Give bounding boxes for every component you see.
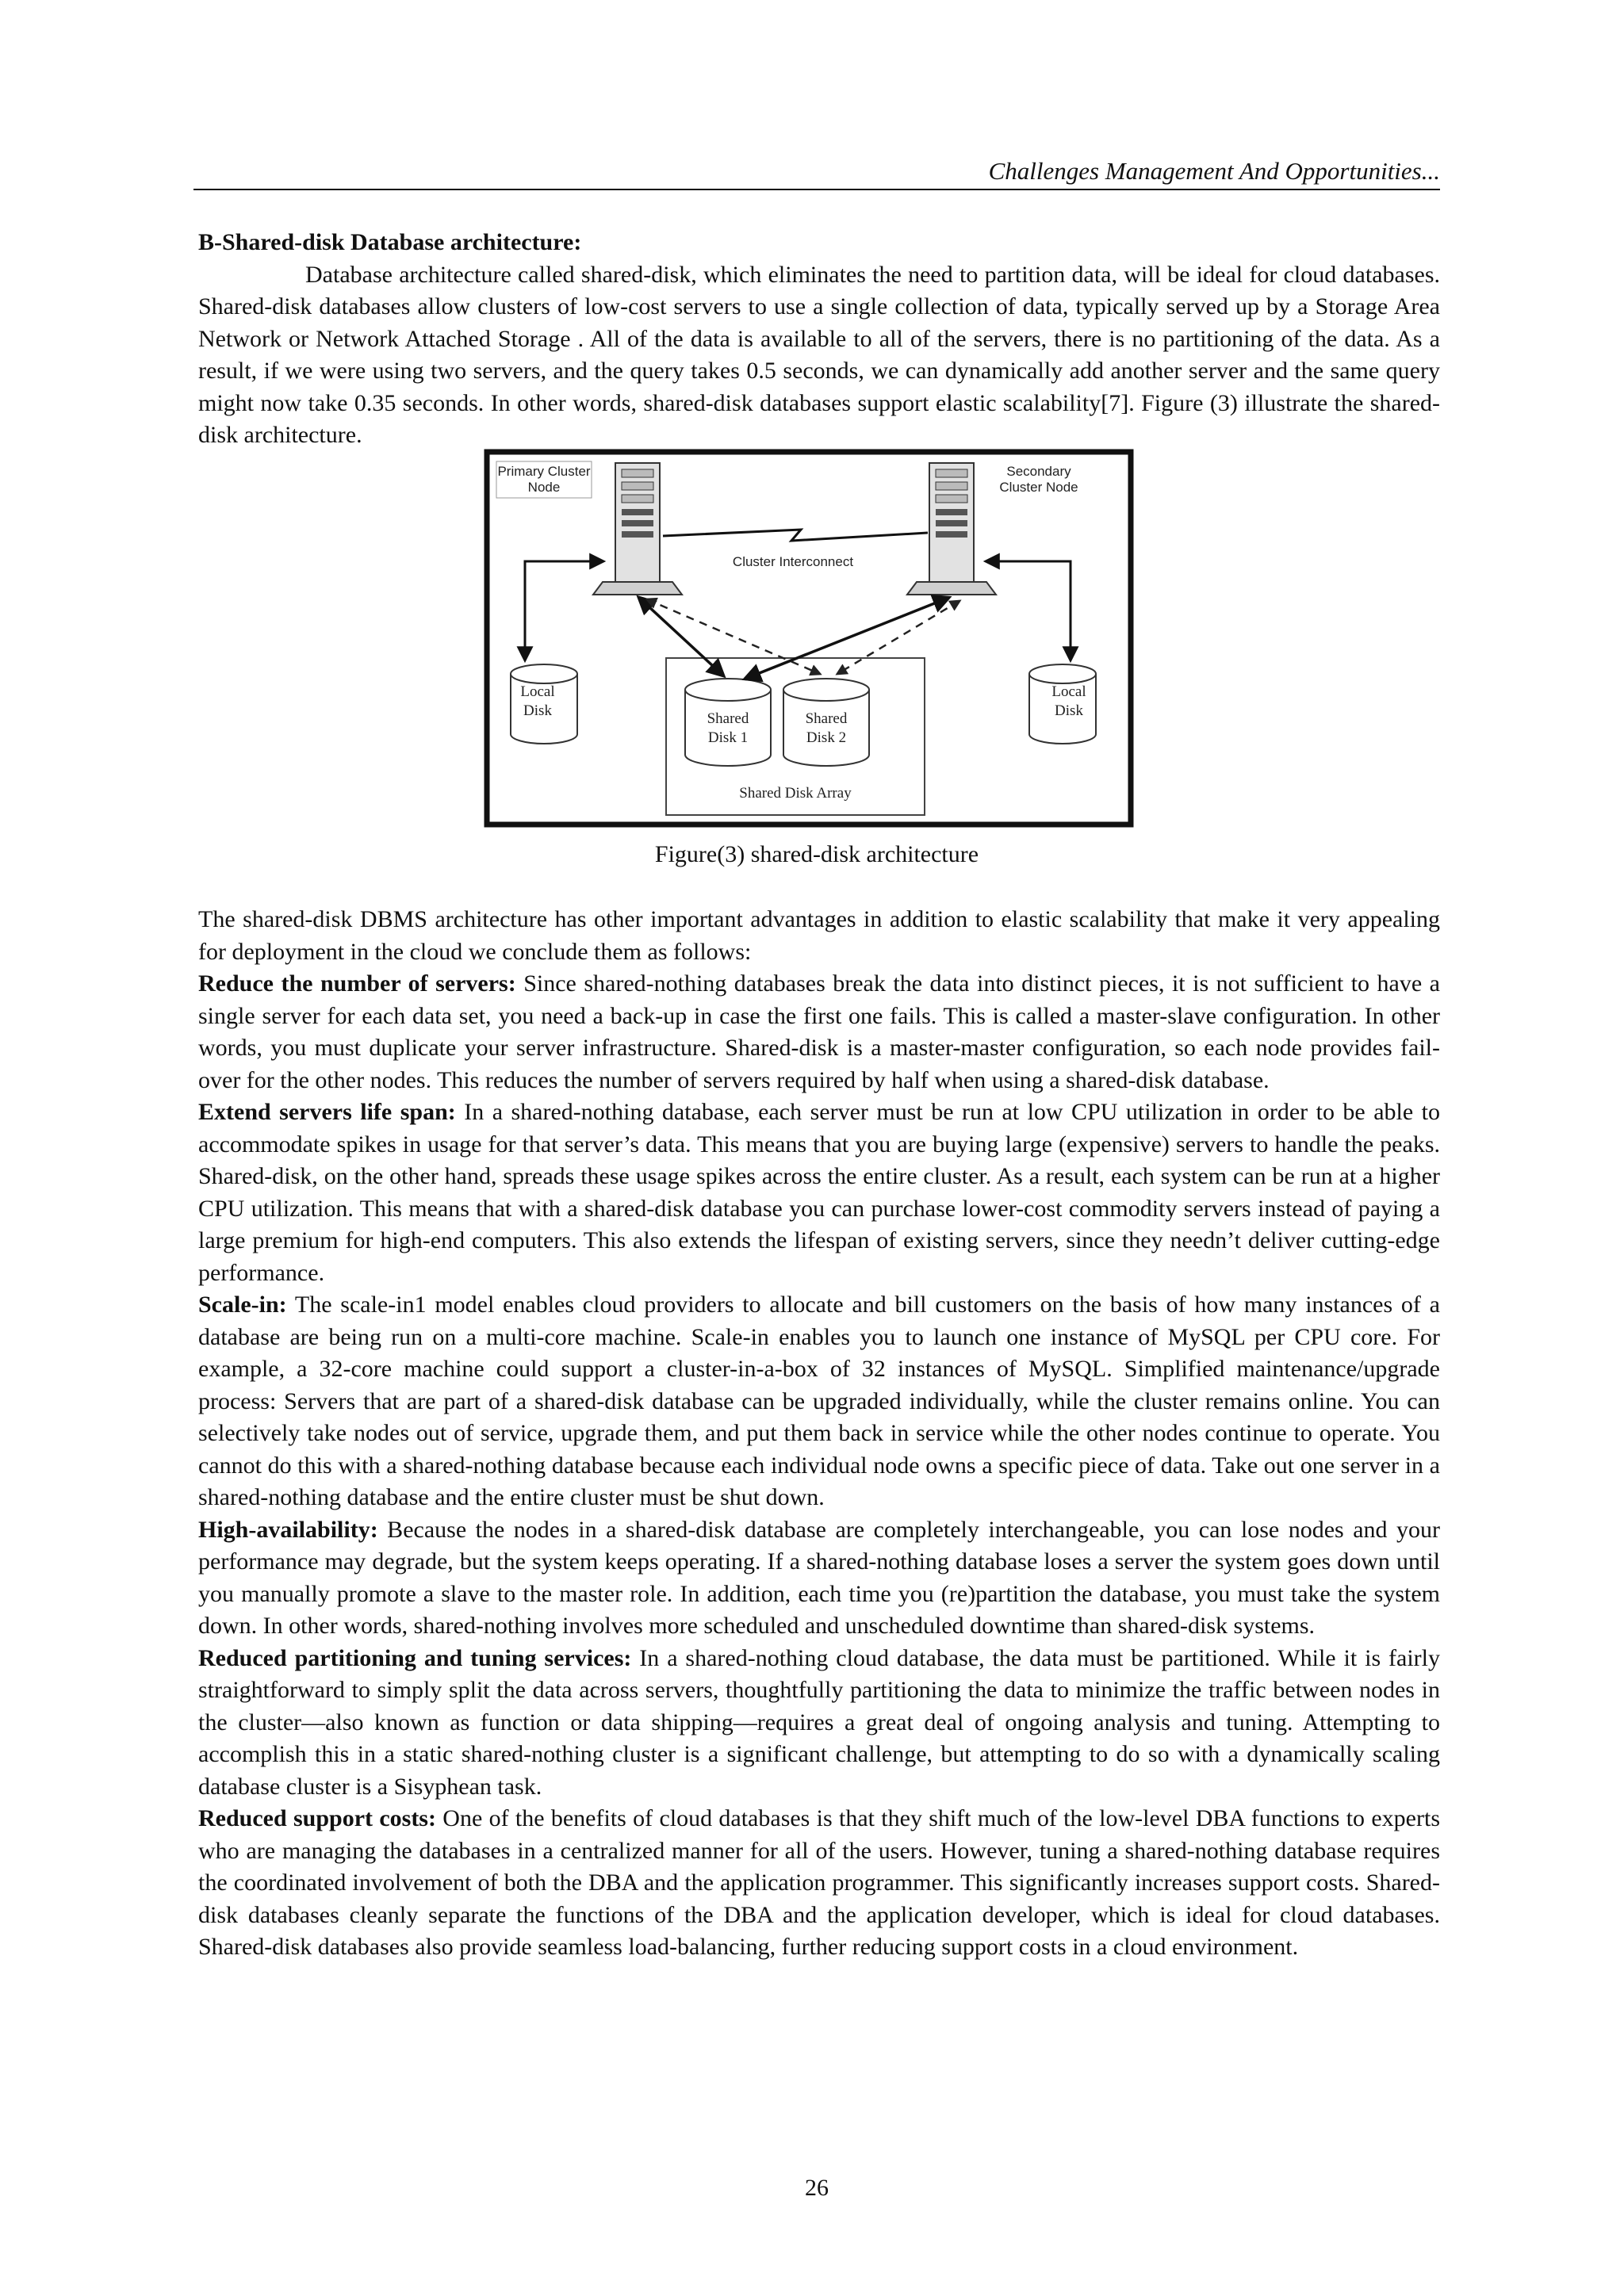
advantage-item [198, 1514, 1440, 1643]
local-disk-left-label-2: Disk [523, 702, 552, 719]
header-rule [193, 189, 1440, 190]
advantage-term: Reduced partitioning and tuning services: [198, 1644, 632, 1671]
advantages-lead: The shared-disk DBMS architecture has other important advantages in addition to elastic scalability that make it very appealing for deployment in the cloud we conclude them as follows: [198, 906, 1440, 965]
shared-disk-2-label-2: Disk 2 [806, 729, 847, 746]
advantage-item [198, 968, 1440, 1096]
advantage-item [198, 1289, 1440, 1514]
interconnect-label: Cluster Interconnect [732, 554, 854, 569]
local-disk-right-label-1: Local [1051, 683, 1086, 700]
advantage-term: Scale-in: [198, 1292, 287, 1318]
advantage-term: High-availability: [198, 1516, 378, 1543]
advantage-term: Extend servers life span: [198, 1099, 456, 1125]
intro-paragraph: Database architecture called shared-disk, which eliminates the need to partition data, will be ideal for cloud databases. Shared-disk databases allow clusters of low-cost servers to use a single collection of data, typically served up by a Storage Area Network or Network Attached Storage . All of the data is available to all of the servers, there is no partitioning of the data. As a result, if we were using two servers, and the query takes 0.5 seconds, we can dynamically add another server and the same query might now take 0.35 seconds. In other words, shared-disk databases support elastic scalability[7]. Figure (3) illustrate the shared-disk architecture. [198, 261, 1440, 448]
advantage-text: In a shared-nothing cloud database, the data must be partitioned. While it is fairly straightforward to simply split the data across servers, thoughtfully partitioning the data to minimize the traffic between nodes in the cluster—also known as function or data shipping—requires a great deal of ongoing analysis and tuning. Attempting to accomplish this in a static shared-nothing cluster is a significant challenge, but attempting to do so with a dynamically scaling database cluster is a Sisyphean task. [198, 1644, 1440, 1800]
primary-node-label-1: Primary Cluster [497, 464, 591, 479]
section-heading: B-Shared-disk Database architecture: [198, 229, 582, 255]
secondary-node-label-2: Cluster Node [999, 480, 1078, 495]
local-disk-left-label-1: Local [520, 683, 555, 700]
shared-disk-figure [484, 449, 1134, 828]
local-disk-right-label-2: Disk [1055, 702, 1083, 719]
advantages-section [198, 904, 1440, 1964]
shared-disk-1-label-1: Shared [707, 710, 749, 727]
advantage-text: Because the nodes in a shared-disk database are completely interchangeable, you can lose nodes and your performance may degrade, but the system keeps operating. If a shared-nothing database loses a server the system goes down until you manually promote a slave to the master role. In addition, each time you (re)partition the database, you must take the system down. In other words, shared-nothing involves more scheduled and unscheduled downtime than shared-disk systems. [198, 1516, 1440, 1639]
section-intro [198, 227, 1440, 452]
advantage-item [198, 1096, 1440, 1289]
primary-node-label-2: Node [527, 480, 561, 495]
running-header: Challenges Management And Opportunities... [988, 157, 1440, 185]
advantage-term: Reduced support costs: [198, 1805, 436, 1831]
shared-disk-array-label: Shared Disk Array [739, 785, 852, 802]
shared-disk-2-label-1: Shared [805, 710, 848, 727]
architecture-diagram [484, 449, 1134, 828]
advantage-item [198, 1803, 1440, 1964]
advantage-text: Since shared-nothing databases break the data into distinct pieces, it is not sufficient to have a single server for each data set, you need a back-up in case the first one fails. This is called a master-slave configuration. In other words, you must duplicate your server infrastructure. Shared-disk is a master-master configuration, so each node provides fail-over for the other nodes. This reduces the number of servers required by half when using a shared-disk database. [198, 970, 1440, 1093]
advantage-text: One of the benefits of cloud databases is that they shift much of the low-level DBA functions to experts who are managing the databases in a centralized manner for all of the users. However, tuning a shared-nothing database requires the coordinated involvement of both the DBA and the application programmer. This significantly increases support costs. Shared-disk databases cleanly separate the functions of the DBA and the application developer, which is ideal for cloud databases. Shared-disk databases also provide seamless load-balancing, further reducing support costs in a cloud environment. [198, 1805, 1440, 1960]
shared-disk-1-label-2: Disk 1 [707, 729, 749, 746]
secondary-node-label-1: Secondary [1006, 464, 1071, 479]
page-number: 26 [805, 2175, 829, 2201]
advantage-text: The scale-in1 model enables cloud providers to allocate and bill customers on the basis of how many instances of a database are being run on a multi-core machine. Scale-in enables you to launch one instance of MySQL per CPU core. For example, a 32-core machine could support a cluster-in-a-box of 32 instances of MySQL. Simplified maintenance/upgrade process: Servers that are part of a shared-disk database can be upgraded individually, while the cluster remains online. You can selectively take nodes out of service, upgrade them, and put them back in service while the other nodes continue to operate. You cannot do this with a shared-nothing database because each individual node owns a specific piece of data. Take out one server in a shared-nothing database and the entire cluster must be shut down. [198, 1292, 1440, 1510]
advantage-term: Reduce the number of servers: [198, 970, 516, 997]
figure-caption: Figure(3) shared-disk architecture [654, 841, 979, 867]
advantage-item [198, 1643, 1440, 1804]
advantage-text: In a shared-nothing database, each server must be run at low CPU utilization in order to be able to accommodate spikes in usage for that server’s data. This means that you are buying large (expensive) servers to handle the peaks. Shared-disk, on the other hand, spreads these usage spikes across the entire cluster. As a result, each system can be run at a higher CPU utilization. This means that with a shared-disk database you can purchase lower-cost commodity servers instead of paying a large premium for high-end computers. This also extends the lifespan of existing servers, since they needn’t deliver cutting-edge performance. [198, 1099, 1440, 1286]
